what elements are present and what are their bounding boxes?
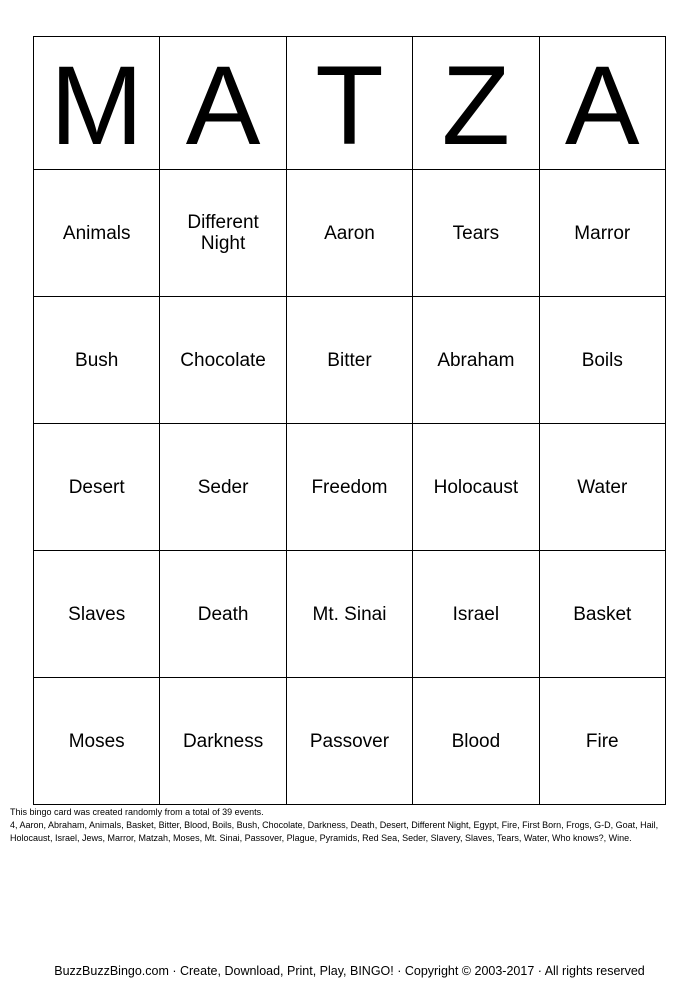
bingo-cell: Blood bbox=[413, 678, 539, 805]
bingo-cell: Basket bbox=[539, 551, 665, 678]
bingo-cell: Animals bbox=[34, 170, 160, 297]
bingo-cell: Slaves bbox=[34, 551, 160, 678]
card-summary: This bingo card was created randomly from a total of 39 events. bbox=[10, 807, 264, 817]
bingo-cell: Freedom bbox=[286, 424, 412, 551]
header-letter-4: Z bbox=[413, 37, 539, 170]
header-letter-1: M bbox=[34, 37, 160, 170]
header-letter-3: T bbox=[286, 37, 412, 170]
bingo-cell: Fire bbox=[539, 678, 665, 805]
bingo-cell: Bush bbox=[34, 297, 160, 424]
bingo-cell: Moses bbox=[34, 678, 160, 805]
page-footer: BuzzBuzzBingo.com · Create, Download, Print, Play, BINGO! · Copyright © 2003-2017 · All rights reserved bbox=[54, 964, 645, 978]
bingo-card bbox=[33, 36, 666, 805]
bingo-cell: Abraham bbox=[413, 297, 539, 424]
bingo-cell: Desert bbox=[34, 424, 160, 551]
bingo-cell: Holocaust bbox=[413, 424, 539, 551]
bingo-header-row bbox=[34, 37, 666, 170]
bingo-cell: Aaron bbox=[286, 170, 412, 297]
bingo-cell: Mt. Sinai bbox=[286, 551, 412, 678]
bingo-cell: Tears bbox=[413, 170, 539, 297]
bingo-row-3 bbox=[34, 424, 666, 551]
bingo-cell: Boils bbox=[539, 297, 665, 424]
bingo-cell: Israel bbox=[413, 551, 539, 678]
bingo-row-5 bbox=[34, 678, 666, 805]
bingo-cell: Marror bbox=[539, 170, 665, 297]
bingo-cell: Water bbox=[539, 424, 665, 551]
header-letter-5: A bbox=[539, 37, 665, 170]
bingo-cell: Seder bbox=[160, 424, 286, 551]
event-list: 4, Aaron, Abraham, Animals, Basket, Bitter, Blood, Boils, Bush, Chocolate, Darkness, Death, Desert, Different Night, Egypt, Fire, First Born, Frogs, G-D, Goat, Hail, Holocaust, Israel, Jews, Marror, Matzah, Moses, Mt. Sinai, Passover, Plague, Pyramids, Red Sea, Seder, Slavery, Slaves, Tears, Water, Who knows?, Wine. bbox=[10, 820, 659, 843]
bingo-cell: Chocolate bbox=[160, 297, 286, 424]
card-info bbox=[10, 806, 690, 845]
bingo-row-2 bbox=[34, 297, 666, 424]
header-letter-2: A bbox=[160, 37, 286, 170]
bingo-cell: Darkness bbox=[160, 678, 286, 805]
bingo-cell: Passover bbox=[286, 678, 412, 805]
bingo-row-4 bbox=[34, 551, 666, 678]
bingo-cell: Death bbox=[160, 551, 286, 678]
bingo-cell: Bitter bbox=[286, 297, 412, 424]
bingo-cell: Different Night bbox=[160, 170, 286, 297]
bingo-row-1 bbox=[34, 170, 666, 297]
